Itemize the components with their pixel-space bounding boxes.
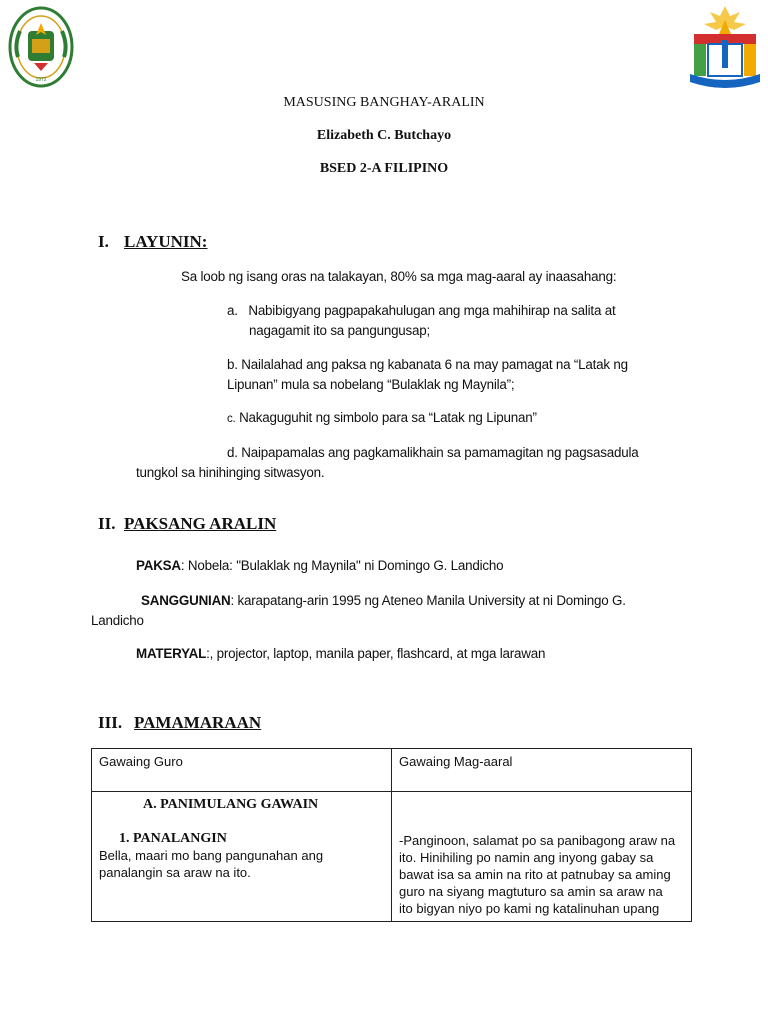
teacher-line: Bella, maari mo bang pangunahan ang bbox=[99, 848, 324, 863]
layunin-intro: Sa loob ng isang oras na talakayan, 80% sa mga mag-aaral ay inaasahang: bbox=[181, 269, 617, 284]
teacher-line: panalangin sa araw na ito. bbox=[99, 865, 251, 880]
table-row bbox=[92, 792, 692, 922]
objective-c-text: Nakaguguhit ng simbolo para sa “Latak ng Lipunan” bbox=[239, 410, 537, 425]
objective-d-line1: d. Naipapamalas ang pagkamalikhain sa pamamagitan ng pagsasadula bbox=[227, 445, 639, 460]
section-number: I. bbox=[98, 232, 109, 251]
objective-a-marker: a. bbox=[227, 303, 238, 318]
section-pamamaraan-heading bbox=[98, 713, 261, 733]
subsection-heading: A. PANIMULANG GAWAIN bbox=[143, 797, 319, 812]
student-line: bawat isa sa amin na rito at patnubay sa aming bbox=[399, 867, 671, 882]
sanggunian-line2: Landicho bbox=[91, 613, 144, 628]
materyal-value: :, projector, laptop, manila paper, flashcard, at mga larawan bbox=[206, 646, 546, 661]
objective-b-line2: Lipunan” mula sa nobelang “Bulaklak ng Maynila”; bbox=[227, 377, 515, 392]
section-number: II. bbox=[98, 514, 116, 533]
course-section: BSED 2-A FILIPINO bbox=[319, 161, 449, 176]
college-torch-logo bbox=[686, 4, 764, 92]
sanggunian-value: : karapatang-arin 1995 ng Ateneo Manila University at ni Domingo G. bbox=[230, 593, 626, 608]
objective-c-marker: c. bbox=[227, 413, 236, 425]
teacher-cell bbox=[92, 792, 392, 922]
student-cell bbox=[392, 792, 692, 922]
section-title: PAMAMARAAN bbox=[134, 713, 262, 732]
paksa-line bbox=[136, 556, 503, 575]
objective-a-line1 bbox=[227, 301, 615, 320]
svg-text:1972: 1972 bbox=[35, 77, 47, 83]
item-heading: 1. PANALANGIN bbox=[119, 831, 227, 846]
lesson-procedure-table bbox=[91, 748, 692, 922]
objective-b-line1: b. Nailalahad ang paksa ng kabanata 6 na may pamagat na “Latak ng bbox=[227, 357, 628, 372]
student-line: -Panginoon, salamat po sa panibagong araw na bbox=[399, 833, 676, 848]
paksa-label: PAKSA bbox=[136, 558, 181, 573]
student-line: ito. Hinihiling po namin ang inyong gabay sa bbox=[399, 850, 654, 865]
objective-c bbox=[227, 408, 537, 429]
document-title: MASUSING BANGHAY-ARALIN bbox=[283, 95, 485, 110]
paksa-value: : Nobela: "Bulaklak ng Maynila" ni Domingo G. Landicho bbox=[180, 558, 504, 573]
section-paksang-aralin-heading bbox=[98, 514, 276, 534]
section-title: PAKSANG ARALIN bbox=[124, 514, 277, 533]
objective-a-line2: nagagamit ito sa pangungusap; bbox=[249, 323, 431, 338]
university-seal-logo bbox=[8, 5, 74, 89]
section-title: LAYUNIN: bbox=[124, 232, 208, 251]
table-header-teacher: Gawaing Guro bbox=[92, 749, 392, 792]
objective-d-line2: tungkol sa hinihinging sitwasyon. bbox=[136, 465, 325, 480]
student-line: ito bigyan niyo po kami ng katalinuhan upang bbox=[399, 901, 660, 916]
sanggunian-line bbox=[141, 591, 626, 610]
materyal-line bbox=[136, 644, 545, 663]
table-header-row bbox=[92, 749, 692, 792]
section-number: III. bbox=[98, 713, 123, 732]
sanggunian-label: SANGGUNIAN bbox=[141, 593, 231, 608]
student-line: guro na siyang magtuturo sa amin sa araw na bbox=[399, 884, 663, 899]
materyal-label: MATERYAL bbox=[136, 646, 207, 661]
objective-a-text: Nabibigyang pagpapakahulugan ang mga mahihirap na salita at bbox=[248, 303, 616, 318]
section-layunin-heading bbox=[98, 232, 207, 252]
author-name: Elizabeth C. Butchayo bbox=[316, 128, 452, 143]
table-header-student: Gawaing Mag-aaral bbox=[392, 749, 692, 792]
